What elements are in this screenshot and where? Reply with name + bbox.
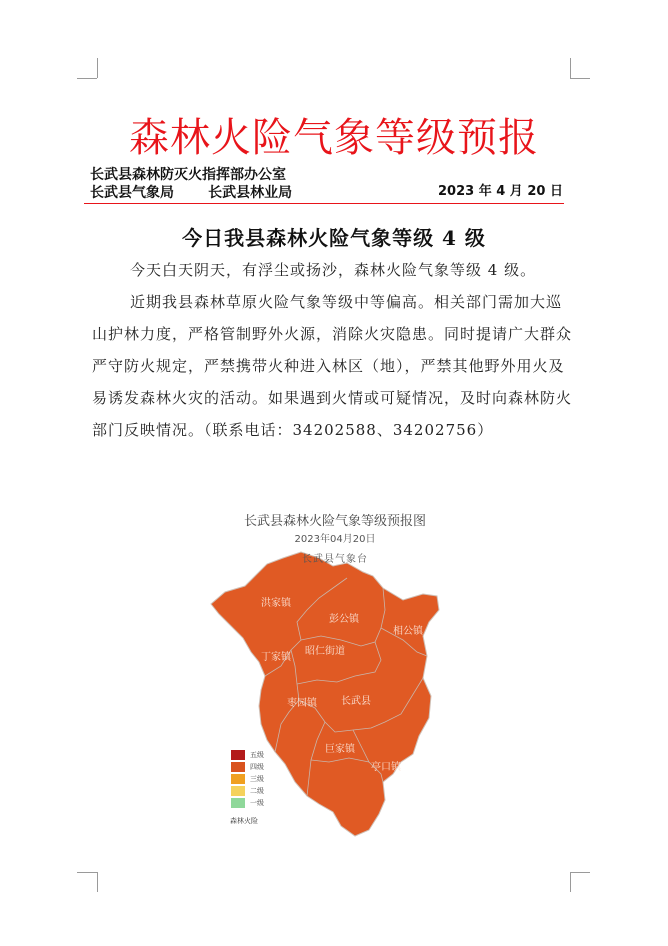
town-label: 枣园镇: [287, 698, 317, 709]
crop-mark-bottom-left: [97, 872, 98, 892]
paragraph-advice: 近期我县森林草原火险气象等级中等偏高。相关部门需加大巡山护林力度，严格管制野外火源，消除火灾隐患。同时提请广大群众严守防火规定，严禁携带火种进入林区（地），严禁其他野外用火及易诱发森林火灾的活动。如果遇到火情或可疑情况，及时向森林防火部门反映情况。（联系电话：34202588、34202756）: [92, 293, 573, 439]
crop-mark-bottom-right: [570, 872, 571, 892]
crop-mark-bottom-left: [77, 872, 97, 873]
legend-item: [227, 785, 265, 797]
town-label: 巨家镇: [325, 744, 355, 755]
legend-label: 五级: [250, 751, 264, 759]
town-label: 丁家镇: [261, 652, 291, 663]
map-date: 2023年04月20日: [294, 534, 376, 545]
legend-swatch: [231, 762, 245, 772]
crop-mark-top-left: [77, 78, 97, 79]
crop-mark-top-right: [570, 78, 590, 79]
legend-swatch: [231, 774, 245, 784]
town-label: 长武县: [341, 696, 371, 707]
legend-swatch: [231, 786, 245, 796]
town-label: 亭口镇: [371, 762, 401, 773]
issuer-line-2: [90, 182, 292, 202]
crop-mark-top-left: [97, 58, 98, 78]
town-label: 相公镇: [393, 626, 423, 637]
headline: 今日我县森林火险气象等级 4 级: [182, 226, 486, 250]
legend-swatch: [231, 798, 245, 808]
town-label: 昭仁街道: [305, 646, 345, 657]
paragraph-forecast: 今天白天阴天，有浮尘或扬沙，森林火险气象等级 4 级。: [130, 261, 537, 279]
town-label: 洪家镇: [261, 598, 291, 609]
issuer-line-1: 长武县森林防灭火指挥部办公室: [90, 167, 286, 183]
legend-caption: 森林火险: [230, 817, 258, 825]
legend-item: [227, 761, 265, 773]
legend-label: 三级: [250, 775, 264, 783]
issue-date: 2023 年 4 月 20 日: [438, 184, 563, 199]
legend-label: 四级: [250, 763, 264, 771]
issuer-forestry-bureau: 长武县林业局: [208, 185, 293, 201]
town-label: 彭公镇: [329, 614, 359, 625]
document-title: 森林火险气象等级预报: [129, 115, 539, 161]
legend-label: 二级: [250, 787, 264, 795]
header-divider: [84, 203, 564, 204]
crop-mark-bottom-right: [570, 872, 590, 873]
legend-item: [227, 797, 265, 809]
issuer-weather-bureau: 长武县气象局: [90, 185, 174, 201]
legend-item: [227, 773, 265, 785]
map-legend: [227, 749, 265, 809]
map-source: 长武县气象台: [302, 554, 368, 565]
legend-item: [227, 749, 265, 761]
legend-swatch: [231, 750, 245, 760]
legend-label: 一级: [250, 799, 264, 807]
crop-mark-top-right: [570, 58, 571, 78]
map-title: 长武县森林火险气象等级预报图: [243, 514, 426, 529]
